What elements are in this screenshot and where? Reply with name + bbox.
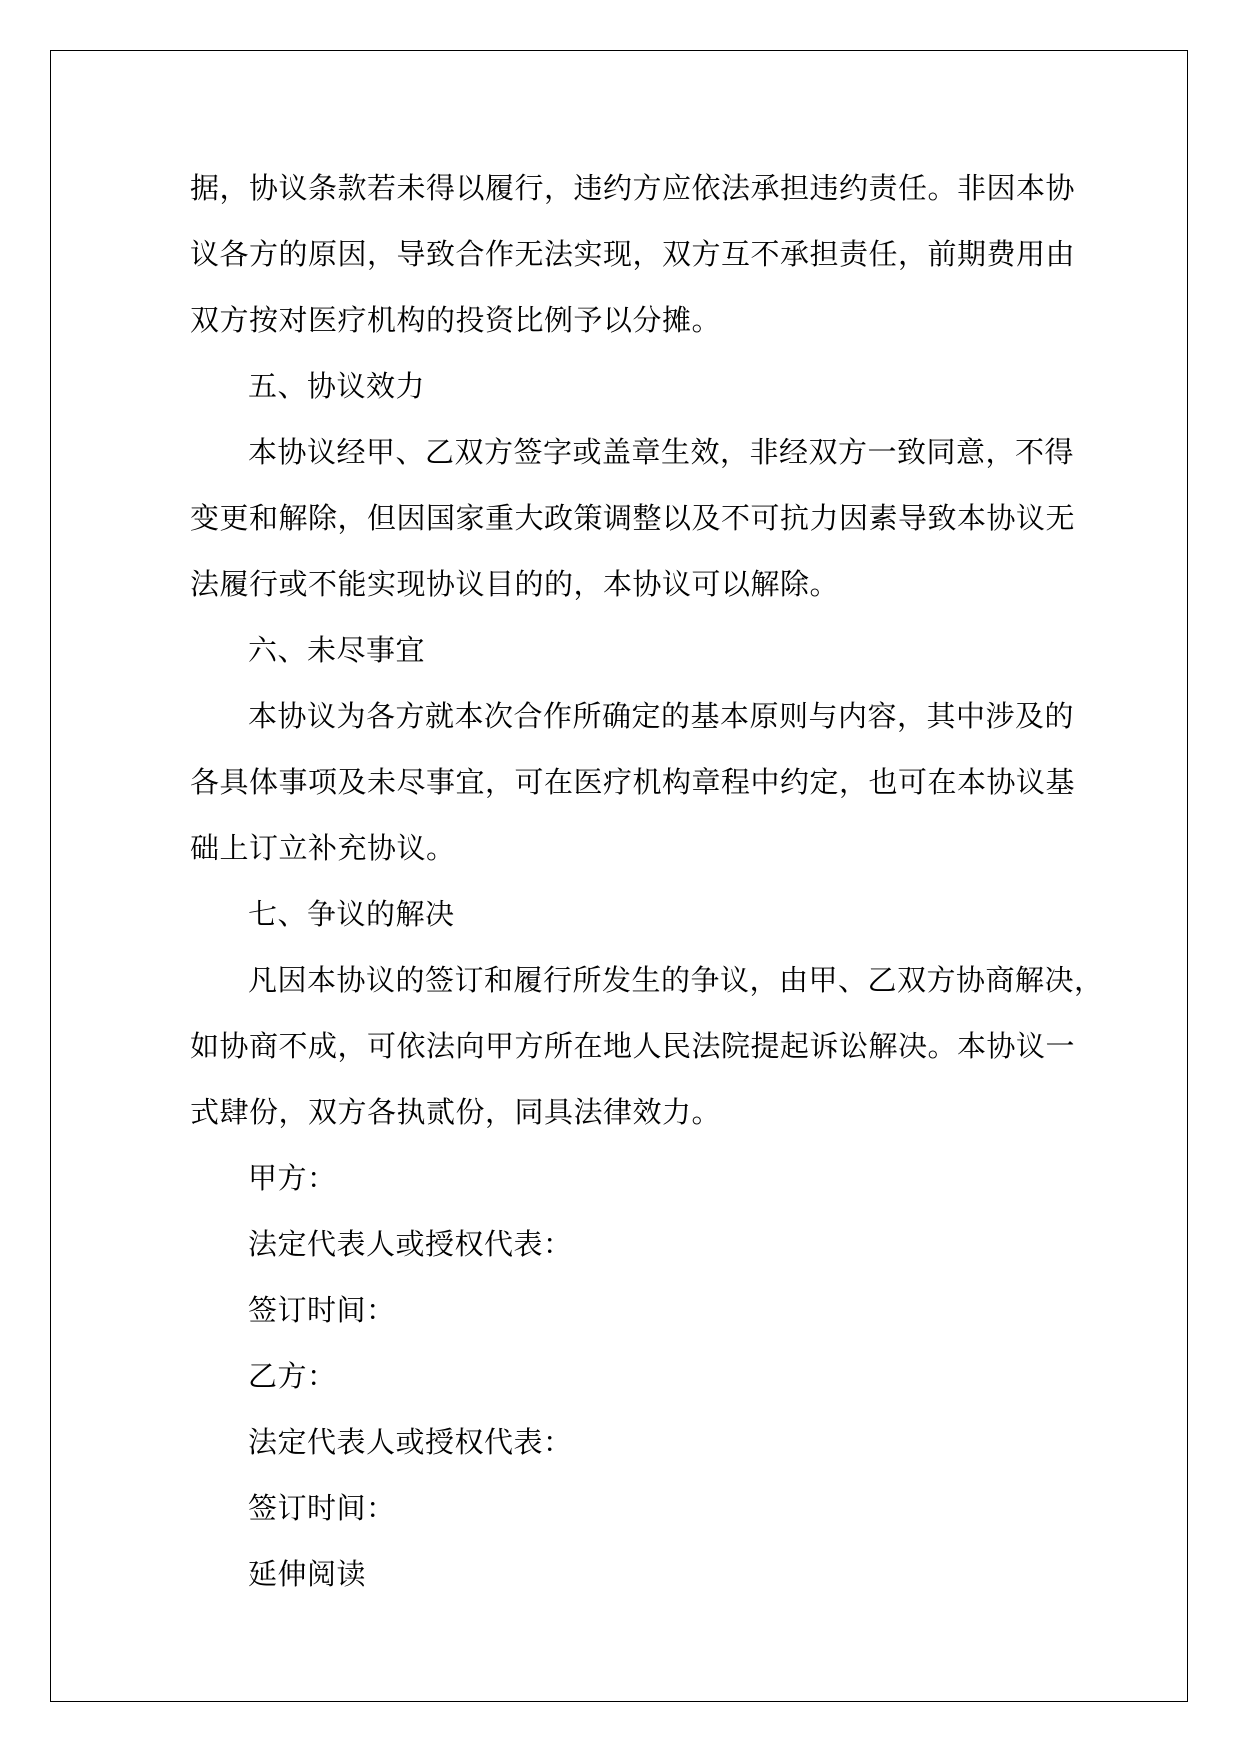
paragraph-line-dispute-3: 式肆份，双方各执贰份，同具法律效力。 xyxy=(190,1095,722,1129)
paragraph-line-dispute-2: 如协商不成，可依法向甲方所在地人民法院提起诉讼解决。本协议一 xyxy=(190,1029,1076,1063)
paragraph-line-validity-2: 变更和解除，但因国家重大政策调整以及不可抗力因素导致本协议无 xyxy=(190,501,1076,535)
signature-party-a-label: 甲方： xyxy=(248,1161,337,1195)
signature-party-b-date-label: 签订时间： xyxy=(248,1491,396,1525)
paragraph-line-dispute-1: 凡因本协议的签订和履行所发生的争议，由甲、乙双方协商解决， xyxy=(248,963,1104,997)
signature-party-a-representative-label: 法定代表人或授权代表： xyxy=(248,1227,573,1261)
paragraph-line-validity-1: 本协议经甲、乙双方签字或盖章生效，非经双方一致同意，不得 xyxy=(248,435,1075,469)
signature-party-a-date-label: 签订时间： xyxy=(248,1293,396,1327)
section-heading-outstanding-matters: 六、未尽事宜 xyxy=(248,633,426,667)
paragraph-line-outstanding-3: 础上订立补充协议。 xyxy=(190,831,456,865)
paragraph-line-outstanding-1: 本协议为各方就本次合作所确定的基本原则与内容，其中涉及的 xyxy=(248,699,1075,733)
paragraph-line-outstanding-2: 各具体事项及未尽事宜，可在医疗机构章程中约定，也可在本协议基 xyxy=(190,765,1076,799)
extended-reading-heading: 延伸阅读 xyxy=(248,1557,367,1591)
signature-party-b-representative-label: 法定代表人或授权代表： xyxy=(248,1425,573,1459)
document-body xyxy=(190,158,1104,1610)
section-heading-dispute-resolution: 七、争议的解决 xyxy=(248,897,455,931)
paragraph-line-no-fault: 议各方的原因，导致合作无法实现，双方互不承担责任，前期费用由 xyxy=(190,237,1076,271)
signature-party-b-label: 乙方： xyxy=(248,1359,337,1393)
paragraph-line-validity-3: 法履行或不能实现协议目的的，本协议可以解除。 xyxy=(190,567,840,601)
paragraph-line-breach-liability: 据，协议条款若未得以履行，违约方应依法承担违约责任。非因本协 xyxy=(190,171,1076,205)
section-heading-agreement-validity: 五、协议效力 xyxy=(248,369,426,403)
paragraph-line-cost-sharing: 双方按对医疗机构的投资比例予以分摊。 xyxy=(190,303,722,337)
